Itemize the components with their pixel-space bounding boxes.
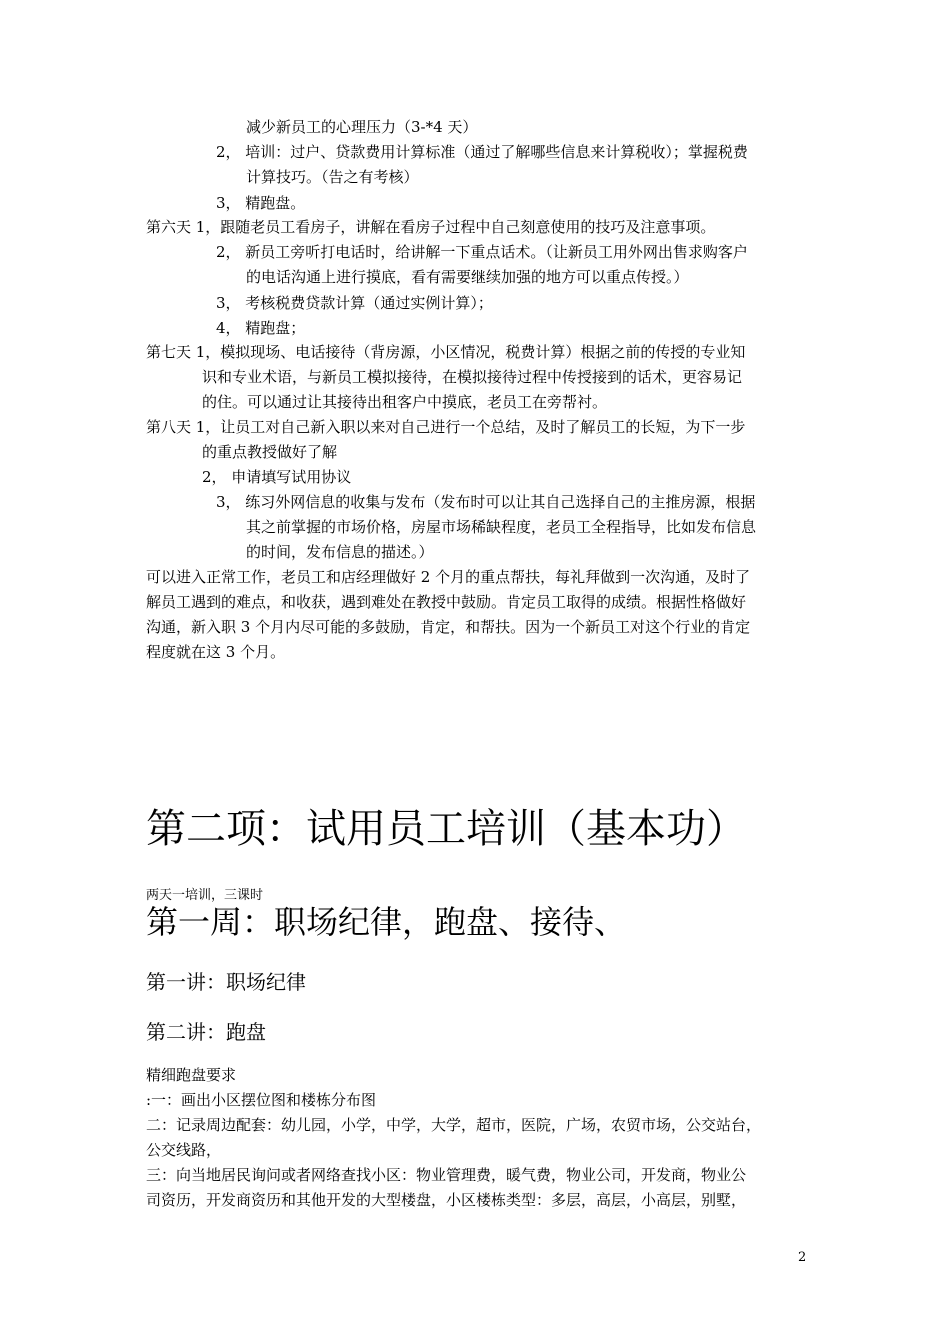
text-line: 的重点教授做好了解 xyxy=(202,443,338,461)
subnote: 两天一培训，三课时 xyxy=(146,888,264,903)
text-line: 精细跑盘要求 xyxy=(146,1066,237,1084)
text-line: 2， 培训：过户、贷款费用计算标准（通过了解哪些信息来计算税收）；掌握税费 xyxy=(216,143,748,161)
text-line: 3， 考核税费贷款计算（通过实例计算）； xyxy=(216,294,493,312)
text-line: 减少新员工的心理压力（3-*4 天） xyxy=(246,118,478,136)
page-number: 2 xyxy=(798,1250,807,1265)
section-heading: 第二项：试用员工培训（基本功） xyxy=(146,806,746,852)
text-line: 公交线路， xyxy=(146,1141,222,1159)
text-line: 可以进入正常工作，老员工和店经理做好 2 个月的重点帮扶，每礼拜做到一次沟通，及时了 xyxy=(146,568,751,586)
text-line: 2， 申请填写试用协议 xyxy=(202,468,352,486)
text-line: 二：记录周边配套：幼儿园，小学，中学，大学，超市，医院，广场，农贸市场，公交站台， xyxy=(146,1116,762,1134)
text-line: 解员工遇到的难点，和收获，遇到难处在教授中鼓励。肯定员工取得的成绩。根据性格做好 xyxy=(146,593,747,611)
text-line: 2， 新员工旁听打电话时，给讲解一下重点话术。（让新员工用外网出售求购客户 xyxy=(216,243,748,261)
text-line: 第六天 1，跟随老员工看房子，讲解在看房子过程中自己刻意使用的技巧及注意事项。 xyxy=(146,218,716,236)
text-line: 计算技巧。（告之有考核） xyxy=(246,168,419,186)
text-line: 沟通，新入职 3 个月内尽可能的多鼓励，肯定，和帮扶。因为一个新员工对这个行业的肯定 xyxy=(146,618,751,636)
text-line: 4， 精跑盘； xyxy=(216,319,306,337)
text-line: 程度就在这 3 个月。 xyxy=(146,643,286,661)
text-line: 3， 精跑盘。 xyxy=(216,194,306,212)
text-line: 识和专业术语，与新员工模拟接待，在模拟接待过程中传授接到的话术，更容易记 xyxy=(202,368,743,386)
text-line: 司资历，开发商资历和其他开发的大型楼盘，小区楼栋类型：多层，高层，小高层，别墅， xyxy=(146,1191,747,1209)
text-line: 第七天 1，模拟现场、电话接待（背房源，小区情况，税费计算）根据之前的传授的专业知 xyxy=(146,343,746,361)
text-line: 的电话沟通上进行摸底，看有需要继续加强的地方可以重点传授。） xyxy=(246,268,689,286)
lecture-heading-1: 第一讲：职场纪律 xyxy=(146,970,306,994)
text-line: 的住。可以通过让其接待出租客户中摸底，老员工在旁帮衬。 xyxy=(202,393,608,411)
text-line: 3， 练习外网信息的收集与发布（发布时可以让其自己选择自己的主推房源，根据 xyxy=(216,493,756,511)
week-heading: 第一周：职场纪律，跑盘、接待、 xyxy=(146,903,627,941)
text-line: 其之前掌握的市场价格，房屋市场稀缺程度，老员工全程指导，比如发布信息 xyxy=(246,518,757,536)
text-line: 三：向当地居民询问或者网络查找小区：物业管理费，暖气费，物业公司，开发商，物业公 xyxy=(146,1166,747,1184)
text-line: 的时间，发布信息的描述。） xyxy=(246,543,434,561)
text-line: :一：画出小区摆位图和楼栋分布图 xyxy=(146,1091,377,1109)
text-line: 第八天 1，让员工对自己新入职以来对自己进行一个总结，及时了解员工的长短，为下一步 xyxy=(146,418,746,436)
lecture-heading-2: 第二讲：跑盘 xyxy=(146,1020,266,1044)
